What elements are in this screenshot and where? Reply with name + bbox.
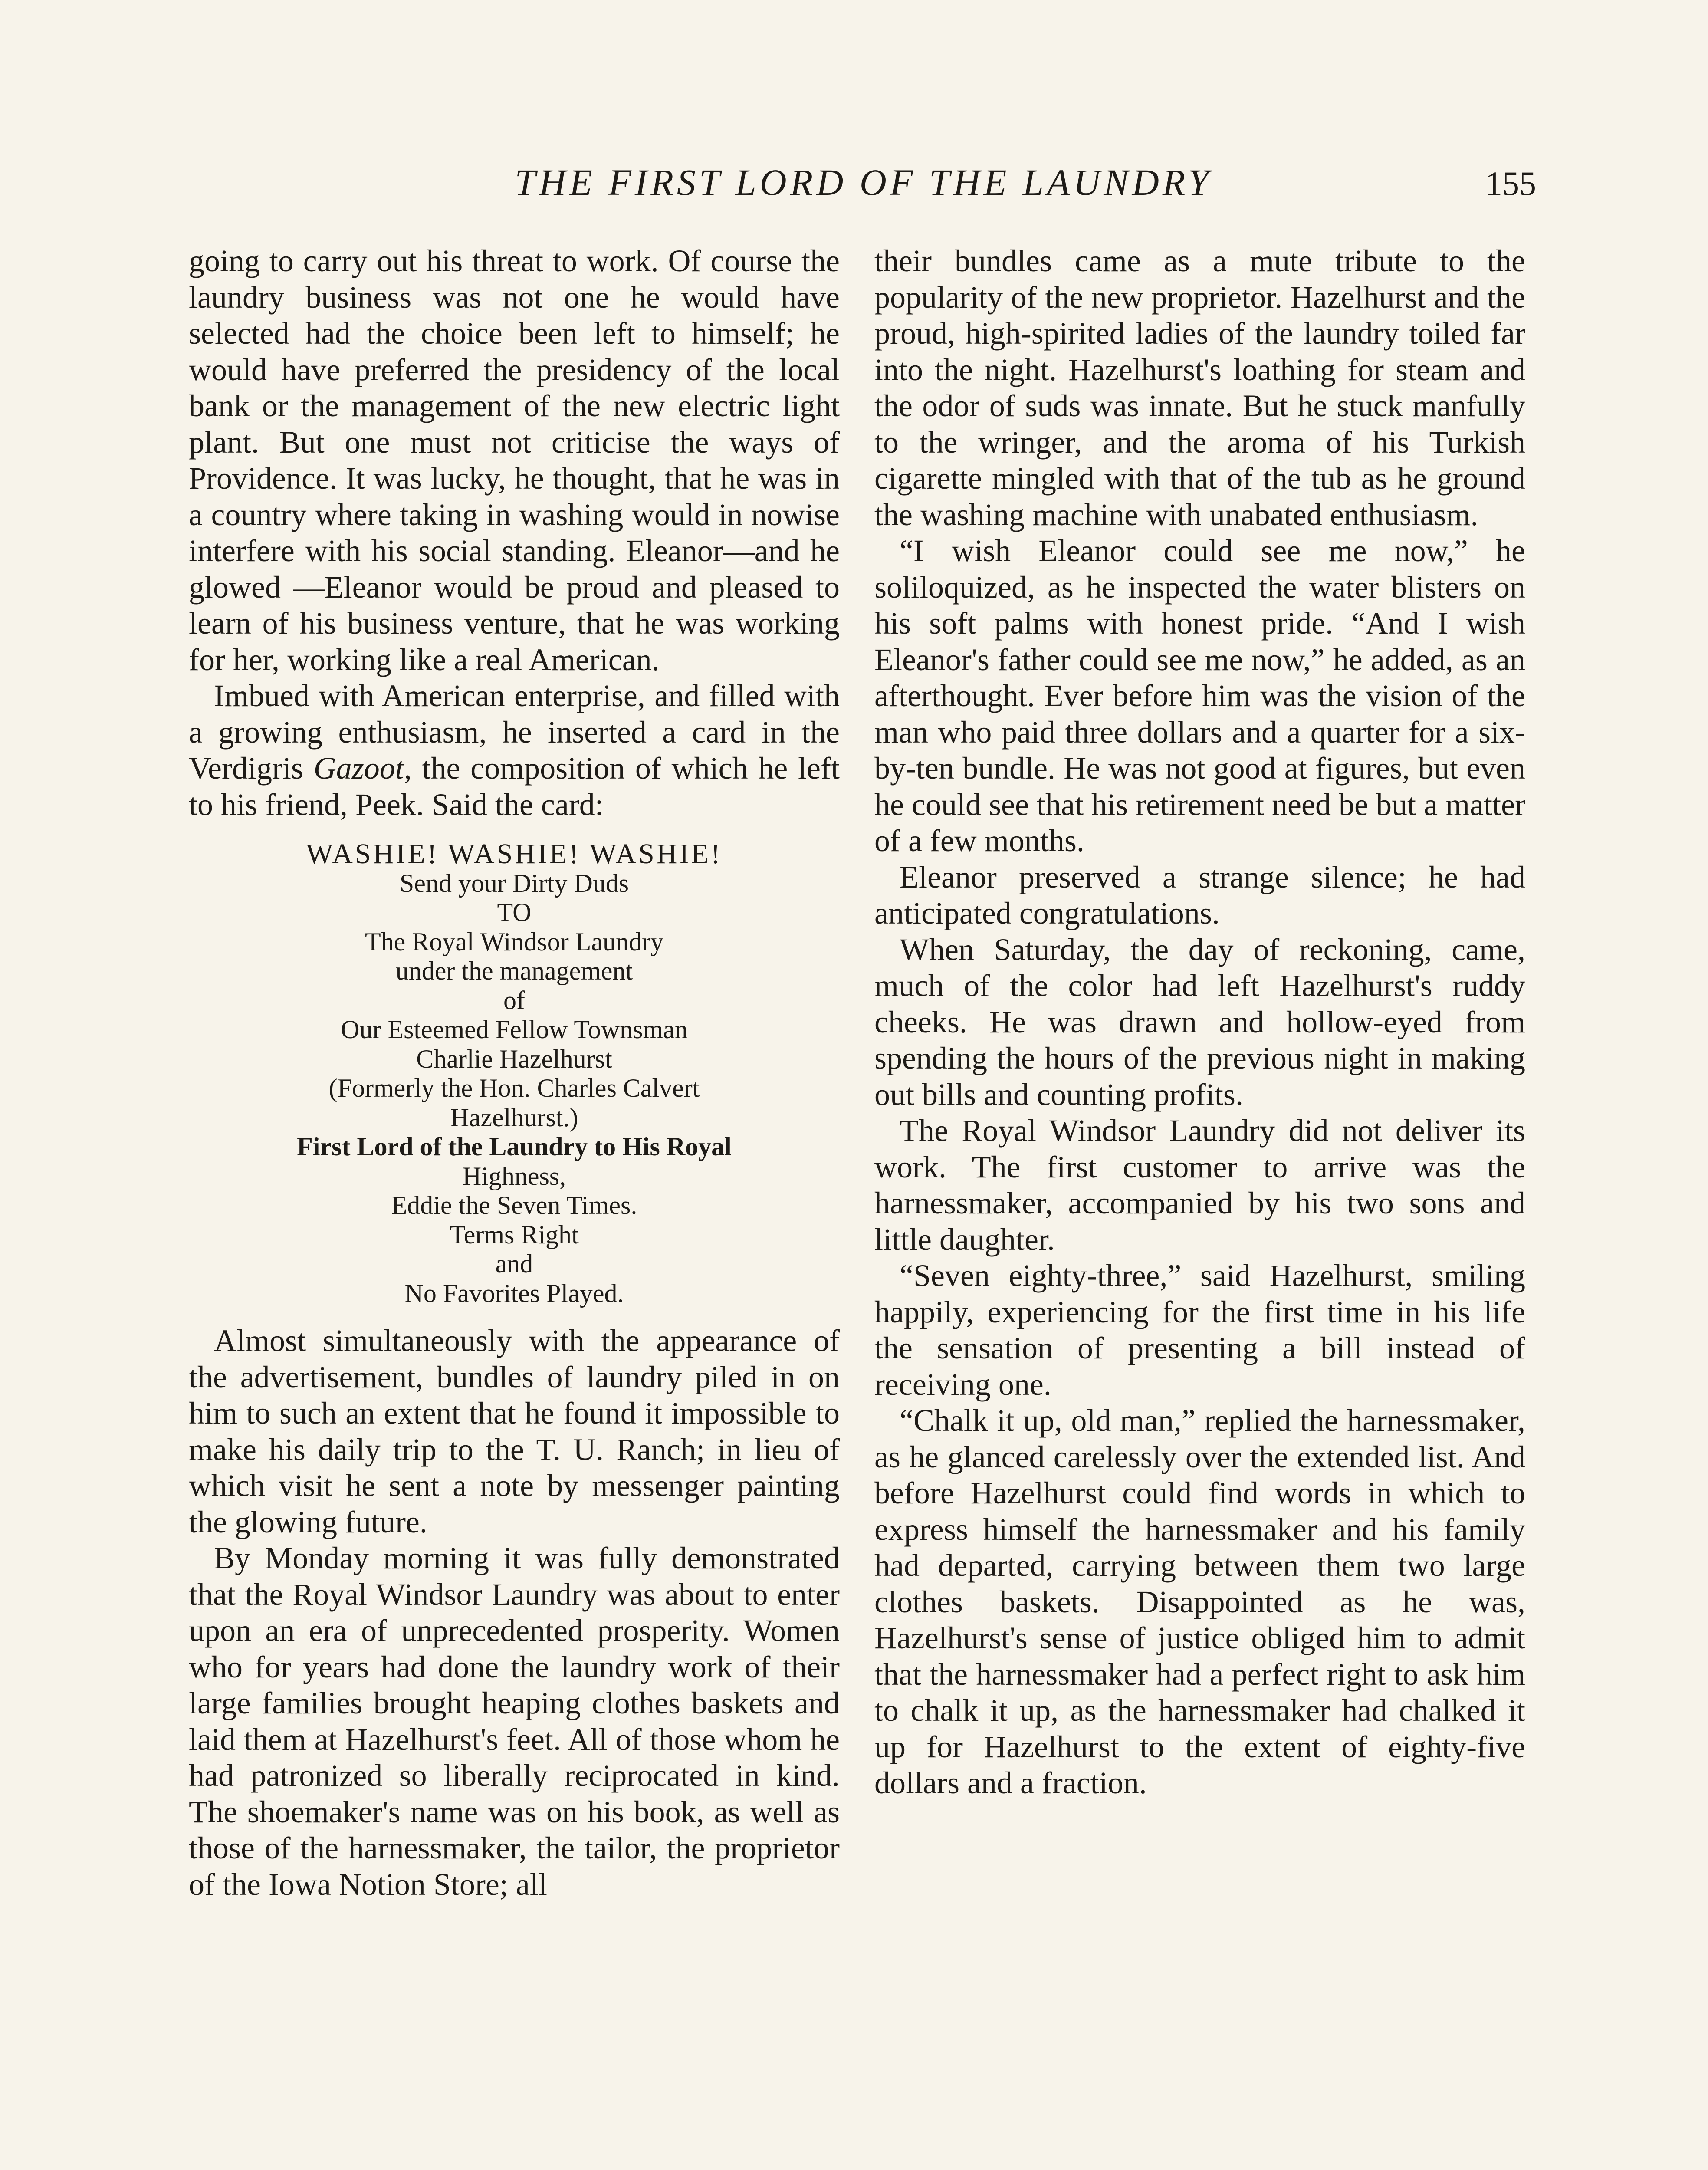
- advertisement-card: [189, 839, 840, 1308]
- ad-line: Terms Right: [450, 1220, 579, 1249]
- paragraph: Eleanor preserved a strange silence; he had anticipated congratulations.: [874, 859, 1525, 930]
- page-number: 155: [1485, 164, 1536, 202]
- ad-line: Charlie Hazelhurst: [416, 1044, 612, 1073]
- paragraph: The Royal Windsor Laundry did not deliver its work. The first customer to arrive was the harnessmaker, accompanied by his two sons and little daughter.: [874, 1113, 1525, 1257]
- paragraph: “I wish Eleanor could see me now,” he soliloquized, as he inspected the water blisters on his soft palms with honest pride. “And I wish Eleanor's father could see me now,” he added, as an afterthought. Ever before him was the vision of the man who paid three dollars and a quarter for a six-by-ten bundle. He was not good at figures, but even he could see that his retirement need be but a matter of a few months.: [874, 533, 1525, 858]
- ad-line: TO: [497, 898, 532, 927]
- running-title: THE FIRST LORD OF THE LAUNDRY: [515, 161, 1212, 203]
- paragraph: “Seven eighty-three,” said Hazelhurst, smiling happily, experiencing for the first time in his life the sensation of presenting a bill instead of receiving one.: [874, 1258, 1525, 1402]
- ad-line: Our Esteemed Fellow Townsman: [341, 1015, 688, 1044]
- ad-line: of: [503, 986, 525, 1015]
- ad-line: Eddie the Seven Times.: [391, 1191, 637, 1220]
- paragraph: When Saturday, the day of reckoning, came, much of the color had left Hazelhurst's ruddy cheeks. He was drawn and hollow-eyed from spending the hours of the previous night in making out bills and counting profits.: [874, 932, 1525, 1112]
- paragraph: going to carry out his threat to work. Of course the laundry business was not one he would have selected had the choice been left to himself; he would have preferred the presidency of the local bank or the management of the new electric light plant. But one must not criticise the ways of Providence. It was lucky, he thought, that he was in a country where taking in washing would in nowise interfere with his social standing. Eleanor—and he glowed —Eleanor would be proud and pleased to learn of his business venture, that he was working for her, working like a real American.: [189, 243, 840, 677]
- ad-line: Highness,: [462, 1161, 566, 1190]
- ad-line: First Lord of the Laundry to His Royal: [297, 1132, 732, 1161]
- ad-line: Send your Dirty Duds: [399, 868, 629, 898]
- paragraph: Almost simultaneously with the appearance of the advertisement, bundles of laundry piled in on him to such an extent that he found it impossible to make his daily trip to the T. U. Ranch; in lieu of which visit he sent a note by messenger painting the glowing future.: [189, 1323, 840, 1539]
- paragraph: By Monday morning it was fully demonstrated that the Royal Windsor Laundry was about to enter upon an era of unprecedented prosperity. Women who for years had done the laundry work of their large families brought heaping clothes baskets and laid them at Hazelhurst's feet. All of those whom he had patronized so liberally reciprocated in kind. The shoemaker's name was on his book, as well as those of the harnessmaker, the tailor, the proprietor of the Iowa Notion Store; all: [189, 1541, 840, 1902]
- right-column: [874, 243, 1525, 1802]
- page-header: [191, 161, 1536, 217]
- paragraph: their bundles came as a mute tribute to the popularity of the new proprietor. Hazelhurst and the proud, high-spirited ladies of the laundry toiled far into the night. Hazelhurst's loathing for steam and the odor of suds was innate. But he stuck manfully to the wringer, and the aroma of his Turkish cigarette mingled with that of the tub as he ground the washing machine with unabated enthusiasm.: [874, 243, 1525, 532]
- left-column: [189, 243, 840, 1903]
- ad-line: The Royal Windsor Laundry: [365, 927, 663, 956]
- paragraph: “Chalk it up, old man,” replied the harnessmaker, as he glanced carelessly over the extended list. And before Hazelhurst could find words in which to express himself the harnessmaker and his family had departed, carrying between them two large clothes baskets. Disappointed as he was, Hazelhurst's sense of justice obliged him to admit that the harnessmaker had a perfect right to ask him to chalk it up, as the harnessmaker had chalked it up for Hazelhurst to the extent of eighty-five dollars and a fraction.: [874, 1403, 1525, 1800]
- ad-line: No Favorites Played.: [404, 1279, 624, 1308]
- paragraph: Imbued with American enterprise, and filled with a growing enthusiasm, he inserted a card in the Verdigris Gazoot, the composition of which he left to his friend, Peek. Said the card:: [189, 678, 840, 822]
- ad-line: and: [495, 1249, 533, 1278]
- ad-line: Hazelhurst.): [450, 1103, 578, 1132]
- newspaper-name: Gazoot: [313, 751, 404, 786]
- ad-line: (Formerly the Hon. Charles Calvert: [328, 1074, 700, 1102]
- ad-headline: WASHIE! WASHIE! WASHIE!: [306, 838, 723, 870]
- ad-line: under the management: [395, 957, 633, 985]
